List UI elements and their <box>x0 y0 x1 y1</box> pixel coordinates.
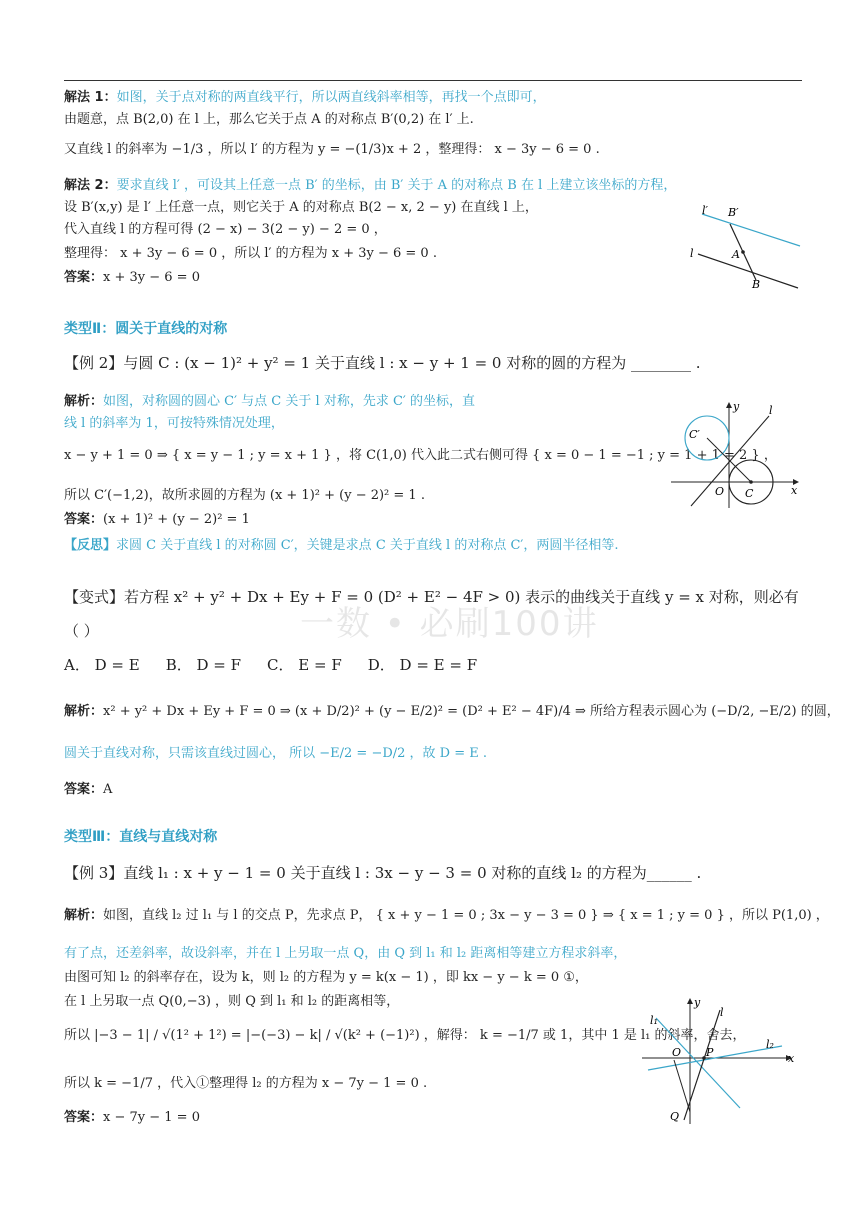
method2-line4: 整理得： x + 3y − 6 = 0 ，所以 l′ 的方程为 x + 3y − 6 = 0 . <box>64 246 437 261</box>
method1-hint: 如图，关于点对称的两直线平行，所以两直线斜率相等，再找一个点即可， <box>116 90 546 105</box>
method1-line2: 由题意，点 B(2,0) 在 l 上，那么它关于点 A 的对称点 B′(0,2) 在 l′ 上. <box>64 112 474 127</box>
variant-options <box>64 654 477 675</box>
sol2-hint: 如图，对称圆的圆心 C′ 与点 C 关于 l 对称，先求 C′ 的坐标，直 <box>103 394 475 409</box>
fig3-label-l: l <box>720 1006 724 1019</box>
method1-line3: 又直线 l 的斜率为 −1/3 ，所以 l′ 的方程为 y = −(1/3)x + 2 ，整理得： x − 3y − 6 = 0 . <box>64 142 600 157</box>
sol2-label: 解析： <box>64 394 104 409</box>
sol4-line2: 有了点，还差斜率，故设斜率，并在 l 上另取一点 Q，由 Q 到 l₁ 和 l₂ 距离相等建立方程求斜率， <box>64 946 627 961</box>
option-a[interactable]: A． D = E <box>64 656 140 674</box>
fig2-label-c: C <box>745 487 754 500</box>
example3-blank: ______ . <box>646 864 702 882</box>
sol2-line3: x − y + 1 = 0 ⇒ { x = y − 1 ; y = x + 1 } ，将 C(1,0) 代入此二式右侧可得 { x = 0 − 1 = −1 ; y = 1 + 1 = 2 } ， <box>64 448 777 463</box>
sol4-label: 解析： <box>64 908 104 923</box>
option-b[interactable]: B． D = F <box>165 656 242 674</box>
fig2-point-c <box>749 480 753 484</box>
reflect-label: 【反思】 <box>64 538 117 553</box>
fig2-label-c-prime: C′ <box>689 428 700 441</box>
top-rule <box>64 80 802 81</box>
sol4-line4: 在 l 上另取一点 Q(0,−3) ，则 Q 到 l₁ 和 l₂ 的距离相等， <box>64 994 400 1009</box>
sol2-line4: 所以 C′(−1,2)，故所求圆的方程为 (x + 1)² + (y − 2)² = 1 . <box>64 488 425 503</box>
watermark: 一数 • 必刷100讲 <box>300 604 599 644</box>
answer4-value: x − 7y − 1 = 0 <box>103 1110 200 1125</box>
figure-1 <box>680 200 810 292</box>
reflect-text: 求圆 C 关于直线 l 的对称圆 C′，关键是求点 C 关于直线 l 的对称点 C′，两圆半径相等. <box>116 538 619 553</box>
example2-question: 与圆 C : (x − 1)² + y² = 1 关于直线 l : x − y + 1 = 0 对称的圆的方程为 <box>123 354 627 372</box>
sol3-label: 解析： <box>64 704 104 719</box>
sol3-line1 <box>64 702 840 722</box>
fig2-label-x: x <box>791 484 798 497</box>
answer2-label: 答案： <box>64 512 104 527</box>
variant-paren: （ ） <box>64 622 99 640</box>
sol2-line2: 线 l 的斜率为 1，可按特殊情况处理， <box>64 416 284 431</box>
sol2-line1 <box>64 392 475 412</box>
sol4-step1: 如图，直线 l₂ 过 l₁ 与 l 的交点 P，先求点 P， { x + y − 1 = 0 ; 3x − y − 3 = 0 } ⇒ { x = 1 ; y = 0 } ，所以 P(1,0) ， <box>103 908 829 923</box>
figure-2 <box>665 396 805 516</box>
example2-tag: 【例 2】 <box>64 354 124 372</box>
fig3-label-l1: l₁ <box>650 1014 658 1027</box>
answer2 <box>64 510 250 530</box>
method2-hint: 要求直线 l′ ，可设其上任意一点 B′ 的坐标，由 B′ 关于 A 的对称点 B 在 l 上建立该坐标的方程， <box>116 178 677 193</box>
example2-blank: ________ . <box>631 354 701 372</box>
fig1-line-l <box>698 254 798 288</box>
answer3-value: A <box>103 782 113 797</box>
variant-question <box>64 586 799 607</box>
example2 <box>64 352 701 373</box>
fig2-label-y: y <box>733 400 740 413</box>
answer1-value: x + 3y − 6 = 0 <box>103 270 200 285</box>
fig1-label-l: l <box>690 247 694 260</box>
type3-title: 类型Ⅲ：直线与直线对称 <box>64 829 218 845</box>
fig1-point-a <box>741 250 745 254</box>
fig1-label-a: A <box>732 248 740 261</box>
fig3-label-l2: l₂ <box>766 1038 774 1051</box>
sol3-derivation: x² + y² + Dx + Ey + F = 0 ⇒ (x + D/2)² + (y − E/2)² = (D² + E² − 4F)/4 ⇒ 所给方程表示圆心为 (−D/2, −E/2) 的圆， <box>103 704 840 719</box>
answer4 <box>64 1108 200 1128</box>
fig1-label-l-prime: l′ <box>702 204 709 217</box>
fig3-label-x: x <box>788 1052 795 1065</box>
sol4-line6: 所以 k = −1/7 ，代入①整理得 l₂ 的方程为 x − 7y − 1 = 0 . <box>64 1076 428 1091</box>
fig3-label-o: O <box>672 1046 682 1059</box>
method2-label: 解法 2： <box>64 178 117 193</box>
fig3-segment-q <box>674 1060 690 1112</box>
method1-label: 解法 1： <box>64 90 117 105</box>
answer3 <box>64 780 112 800</box>
fig3-label-y: y <box>694 996 701 1009</box>
fig1-line-l-prime <box>702 214 800 246</box>
example3-tag: 【例 3】 <box>64 864 124 882</box>
fig3-line-l1 <box>656 1018 740 1108</box>
sol4-line5: 所以 |−3 − 1| / √(1² + 1²) = |−(−3) − k| / √(k² + (−1)²) ，解得： k = −1/7 或 1，其中 1 是 l₁ 的斜率，舍去， <box>64 1028 746 1043</box>
answer2-value: (x + 1)² + (y − 2)² = 1 <box>103 512 250 527</box>
method2-line2: 设 B′(x,y) 是 l′ 上任意一点，则它关于 A 的对称点 B(2 − x, 2 − y) 在直线 l 上， <box>64 200 538 215</box>
answer1-label: 答案： <box>64 270 104 285</box>
fig1-label-b: B <box>752 278 761 291</box>
option-d[interactable]: D． D = E = F <box>367 656 478 674</box>
fig2-label-o: O <box>715 485 725 498</box>
answer1 <box>64 268 200 288</box>
sol4-line1 <box>64 906 829 926</box>
method2-line1 <box>64 176 676 196</box>
sol4-line3: 由图可知 l₂ 的斜率存在，设为 k，则 l₂ 的方程为 y = k(x − 1) ，即 kx − y − k = 0 ①， <box>64 970 588 985</box>
example3-question: 直线 l₁ : x + y − 1 = 0 关于直线 l : 3x − y − 3 = 0 对称的直线 l₂ 的方程为 <box>123 864 647 882</box>
variant-tag: 【变式】 <box>64 588 125 606</box>
fig3-label-p: P <box>706 1046 714 1059</box>
reflect <box>64 536 618 556</box>
example3 <box>64 862 701 883</box>
fig3-y-arrow <box>687 998 693 1004</box>
answer4-label: 答案： <box>64 1110 104 1125</box>
type2-title: 类型Ⅱ：圆关于直线的对称 <box>64 321 228 337</box>
method2-line3: 代入直线 l 的方程可得 (2 − x) − 3(2 − y) − 2 = 0 ， <box>64 222 387 237</box>
fig2-label-l: l <box>769 404 773 417</box>
variant-text: 若方程 x² + y² + Dx + Ey + F = 0 (D² + E² − 4F > 0) 表示的曲线关于直线 y = x 对称，则必有 <box>124 588 799 606</box>
fig3-line-l <box>684 1010 720 1120</box>
option-c[interactable]: C． E = F <box>267 656 342 674</box>
fig1-label-b-prime: B′ <box>728 206 739 219</box>
method1-line1 <box>64 88 546 108</box>
fig2-y-arrow <box>726 402 732 408</box>
figure-3 <box>636 996 802 1132</box>
sol3-line2: 圆关于直线对称，只需该直线过圆心， 所以 −E/2 = −D/2 ，故 D = E . <box>64 746 488 761</box>
fig3-label-q: Q <box>670 1110 680 1123</box>
answer3-label: 答案： <box>64 782 104 797</box>
